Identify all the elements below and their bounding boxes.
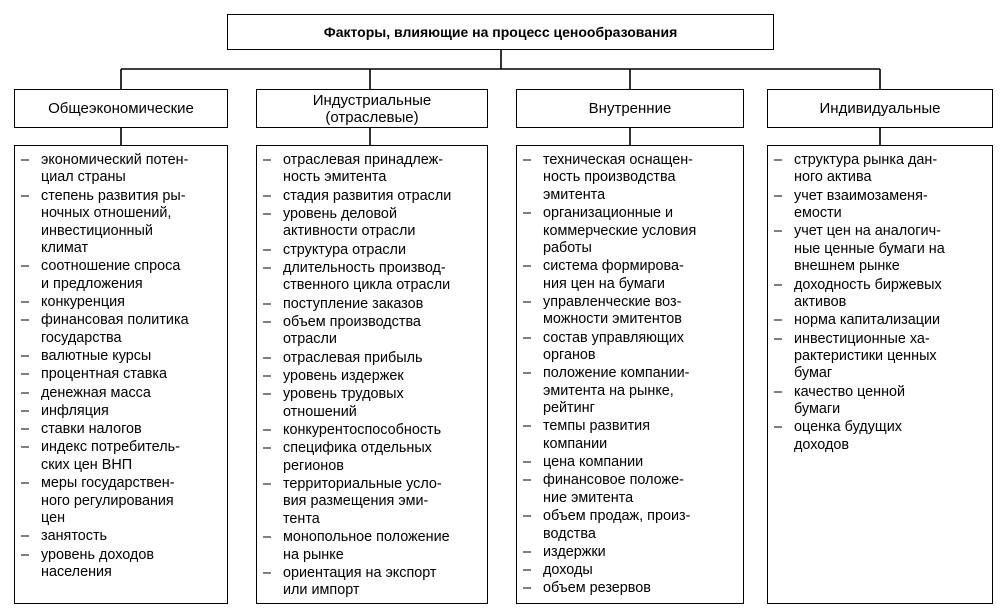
factor-list-industrial <box>256 145 488 604</box>
factor-item <box>259 242 481 259</box>
factor-item <box>17 403 221 420</box>
factor-item <box>519 418 737 453</box>
factor-text: техническая оснащен- ность производства эмитента <box>543 152 693 203</box>
factor-item <box>17 152 221 187</box>
bullet-dash: – <box>21 312 30 329</box>
factor-text: финансовое положе- ние эмитента <box>543 472 684 506</box>
factor-text: территориальные усло- вия размещения эми- тента <box>283 476 442 527</box>
factor-text: инвестиционные ха- рактеристики ценных бумаг <box>794 330 937 382</box>
bullet-dash: – <box>263 241 272 258</box>
factor-text: длительность производ- ственного цикла отрасли <box>283 260 451 294</box>
factor-item <box>770 331 986 383</box>
factor-text: положение компании- эмитента на рынке, рейтинг <box>543 365 690 417</box>
bullet-dash: – <box>21 528 30 545</box>
bullet-dash: – <box>523 472 532 489</box>
bullet-dash: – <box>774 223 783 240</box>
bullet-dash: – <box>21 258 30 275</box>
bullet-dash: – <box>263 260 272 276</box>
factor-text: ставки налогов <box>41 421 142 438</box>
bullet-dash: – <box>21 475 30 492</box>
bullet-dash: – <box>523 508 532 525</box>
factor-item <box>770 223 986 275</box>
bullet-dash: – <box>523 543 532 560</box>
bullet-dash: – <box>21 293 30 310</box>
bullet-dash: – <box>523 152 532 168</box>
factor-text: конкурентоспособность <box>283 422 442 438</box>
factor-text: валютные курсы <box>41 347 152 364</box>
factor-text: специфика отдельных регионов <box>283 440 432 474</box>
bullet-dash: – <box>21 546 30 563</box>
bullet-dash: – <box>21 187 30 204</box>
factor-text: финансовая политика государства <box>41 312 189 346</box>
factor-item <box>259 260 481 295</box>
bullet-dash: – <box>21 421 30 438</box>
factor-item <box>259 368 481 385</box>
factor-item <box>519 472 737 507</box>
bullet-dash: – <box>263 386 272 403</box>
factor-text: отраслевая прибыль <box>283 349 423 366</box>
factor-item <box>259 350 481 367</box>
diagram-title: Факторы, влияющие на процесс ценообразования <box>227 14 774 50</box>
bullet-dash: – <box>263 422 272 438</box>
factor-text: соотношение спроса и предложения <box>41 258 181 292</box>
factor-item <box>17 421 221 438</box>
factor-items <box>519 152 737 598</box>
factor-items <box>770 152 986 454</box>
bullet-dash: – <box>263 349 272 366</box>
factor-item <box>259 529 481 564</box>
factor-text: конкуренция <box>41 293 125 310</box>
factor-text: объем резервов <box>543 580 651 597</box>
factor-item <box>519 258 737 293</box>
factor-text: состав управляющих органов <box>543 329 684 364</box>
bullet-dash: – <box>523 454 532 471</box>
factor-item <box>519 365 737 417</box>
bullet-dash: – <box>774 187 783 204</box>
factor-text: качество ценной бумаги <box>794 383 906 418</box>
factor-text: объем производства отрасли <box>283 314 421 348</box>
factor-text: занятость <box>41 528 108 545</box>
factor-text: поступление заказов <box>283 295 424 312</box>
factor-item <box>259 314 481 349</box>
bullet-dash: – <box>263 529 272 546</box>
factor-item <box>519 562 737 579</box>
factor-item <box>17 312 221 347</box>
factor-item <box>259 440 481 475</box>
factor-item <box>519 508 737 543</box>
factor-text: издержки <box>543 543 606 560</box>
factor-text: экономический потен- циал страны <box>41 152 189 186</box>
bullet-dash: – <box>21 384 30 401</box>
factor-text: оценка будущих доходов <box>794 419 902 453</box>
bullet-dash: – <box>21 366 30 383</box>
bullet-dash: – <box>523 258 532 275</box>
factor-text: ориентация на экспорт или импорт <box>283 564 437 599</box>
factor-item <box>17 439 221 474</box>
factor-item <box>770 312 986 329</box>
factor-item <box>770 419 986 454</box>
factor-item <box>259 476 481 528</box>
factor-item <box>259 206 481 241</box>
bullet-dash: – <box>774 276 783 293</box>
bullet-dash: – <box>774 152 783 168</box>
factor-item <box>17 188 221 258</box>
category-header-individual: Индивидуальные <box>767 89 993 128</box>
factor-item <box>259 152 481 187</box>
factor-text: доходы <box>543 562 593 579</box>
factor-text: система формирова- ния цен на бумаги <box>543 258 684 292</box>
factor-text: инфляция <box>41 402 109 419</box>
bullet-dash: – <box>523 418 532 435</box>
factor-item <box>519 580 737 597</box>
factor-text: норма капитализации <box>794 312 941 329</box>
bullet-dash: – <box>263 187 272 204</box>
bullet-dash: – <box>523 365 532 382</box>
bullet-dash: – <box>523 293 532 310</box>
factor-list-individual <box>767 145 993 604</box>
bullet-dash: – <box>263 206 272 222</box>
bullet-dash: – <box>21 402 30 419</box>
bullet-dash: – <box>523 329 532 346</box>
factor-item <box>770 277 986 312</box>
factor-item <box>17 366 221 383</box>
factor-text: уровень издержек <box>283 368 404 384</box>
bullet-dash: – <box>263 440 272 457</box>
factor-item <box>519 294 737 329</box>
factor-item <box>519 205 737 257</box>
bullet-dash: – <box>774 312 783 329</box>
category-header-general-economic: Общеэкономические <box>14 89 228 128</box>
factor-text: объем продаж, произ- водства <box>543 508 691 542</box>
factor-item <box>17 547 221 582</box>
factor-text: индекс потребитель- ских цен ВНП <box>41 439 180 473</box>
factor-list-general-economic <box>14 145 228 604</box>
factor-text: уровень доходов населения <box>41 546 154 580</box>
factor-item <box>17 385 221 402</box>
category-header-industrial: Индустриальные (отраслевые) <box>256 89 488 128</box>
bullet-dash: – <box>523 562 532 579</box>
bullet-dash: – <box>774 383 783 400</box>
factor-item <box>519 454 737 471</box>
bullet-dash: – <box>774 330 783 347</box>
bullet-dash: – <box>21 439 30 456</box>
factor-text: организационные и коммерческие условия работы <box>543 205 697 256</box>
factor-text: доходность биржевых активов <box>794 276 942 310</box>
factor-item <box>770 152 986 187</box>
factor-text: цена компании <box>543 454 644 471</box>
factor-text: учет цен на аналогич- ные ценные бумаги на внешнем рынке <box>794 223 945 275</box>
factor-text: темпы развития компании <box>543 418 651 452</box>
factor-item <box>770 384 986 419</box>
factor-item <box>259 565 481 600</box>
bullet-dash: – <box>523 580 532 597</box>
factor-item <box>770 188 986 223</box>
factor-item <box>259 296 481 313</box>
factor-text: меры государствен- ного регулирования цен <box>41 475 175 526</box>
bullet-dash: – <box>263 368 272 384</box>
factor-text: отраслевая принадлеж- ность эмитента <box>283 152 443 186</box>
bullet-dash: – <box>774 419 783 436</box>
bullet-dash: – <box>263 564 272 581</box>
category-header-internal: Внутренние <box>516 89 744 128</box>
factor-text: уровень деловой активности отрасли <box>283 206 416 240</box>
bullet-dash: – <box>263 152 272 168</box>
factor-text: учет взаимозаменя- емости <box>794 187 928 222</box>
factor-item <box>17 258 221 293</box>
factor-item <box>259 386 481 421</box>
factor-text: стадия развития отрасли <box>283 187 452 204</box>
factor-items <box>17 152 221 581</box>
factor-item <box>17 475 221 527</box>
factor-text: структура рынка дан- ного актива <box>794 152 938 186</box>
factor-item <box>17 528 221 545</box>
bullet-dash: – <box>263 295 272 312</box>
bullet-dash: – <box>263 476 272 492</box>
factor-items <box>259 152 481 600</box>
factor-text: управленческие воз- можности эмитентов <box>543 293 682 328</box>
bullet-dash: – <box>21 347 30 364</box>
factor-item <box>259 188 481 205</box>
factor-item <box>17 348 221 365</box>
factor-text: денежная масса <box>41 384 151 401</box>
bullet-dash: – <box>263 314 272 330</box>
factor-item <box>17 294 221 311</box>
factor-text: процентная ставка <box>41 366 168 383</box>
factor-list-internal <box>516 145 744 604</box>
bullet-dash: – <box>523 205 532 222</box>
factor-item <box>259 422 481 439</box>
factor-item <box>519 152 737 204</box>
factor-item <box>519 330 737 365</box>
factor-text: монопольное положение на рынке <box>283 529 450 563</box>
bullet-dash: – <box>21 152 30 168</box>
factor-text: уровень трудовых отношений <box>283 386 404 420</box>
factor-text: структура отрасли <box>283 241 406 258</box>
factor-item <box>519 544 737 561</box>
factor-text: степень развития ры- ночных отношений, инвестиционный климат <box>41 187 186 256</box>
